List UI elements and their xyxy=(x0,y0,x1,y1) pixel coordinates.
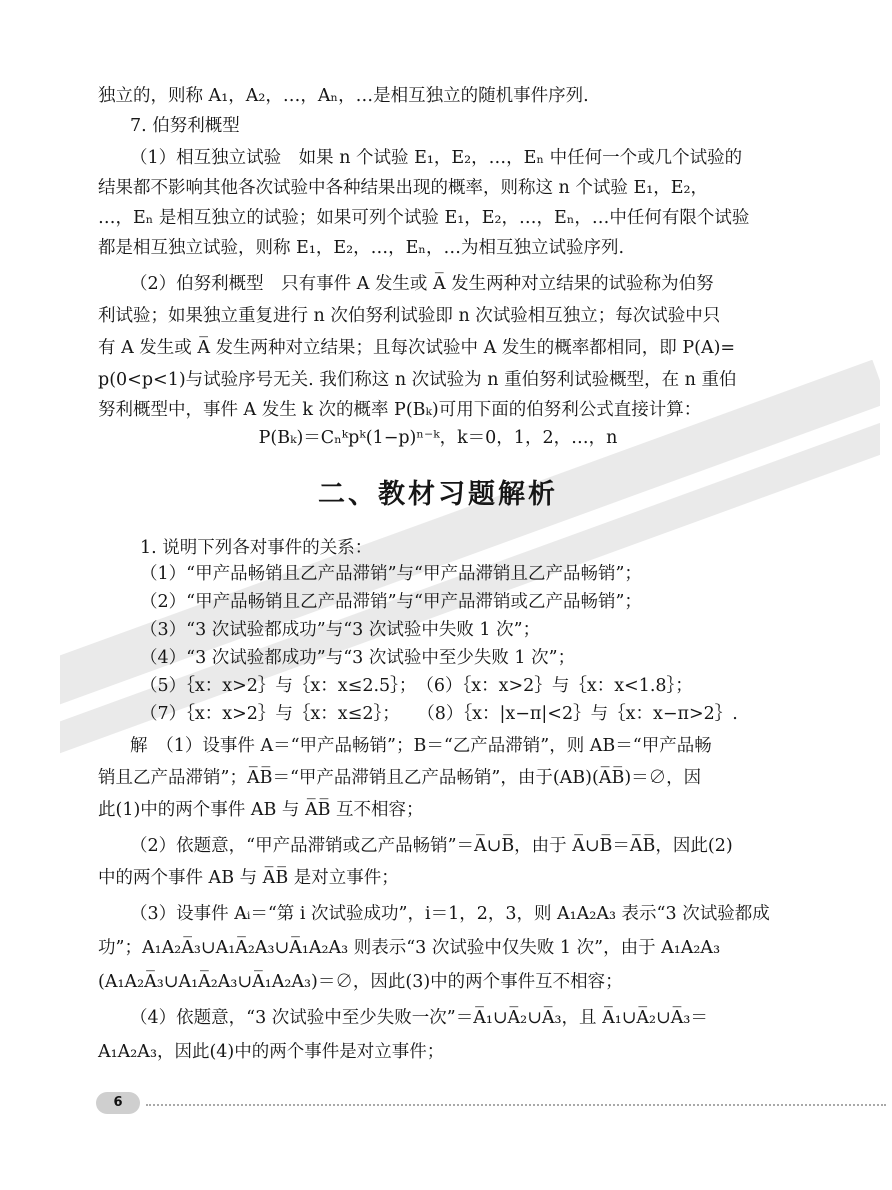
solution-line: （2）依题意，“甲产品滞销或乙产品畅销”＝A̅∪B̅，由于 A̅∪B̅＝A̅B̅，因此(2) xyxy=(130,836,733,856)
solution-line: 解 （1）设事件 A＝“甲产品畅销”；B＝“乙产品滞销”，则 AB＝“甲产品畅 xyxy=(130,736,712,756)
list-item: （5）｛x：x>2｝与｛x：x≤2.5｝； （6）｛x：x>2｝与｛x：x<1.8｝； xyxy=(140,676,693,696)
solution-line: 功”；A₁A₂A̅₃∪A₁A̅₂A₃∪A̅₁A₂A₃ 则表示“3 次试验中仅失败 1 次”，由于 A₁A₂A₃ xyxy=(98,938,721,958)
footer-dotted-rule xyxy=(146,1104,886,1106)
text-line: 有 A 发生或 A̅ 发生两种对立结果；且每次试验中 A 发生的概率都相同，即 P(A)= xyxy=(98,338,736,358)
page-footer xyxy=(96,1092,892,1116)
text-line: 结果都不影响其他各次试验中各种结果出现的概率，则称这 n 个试验 E₁，E₂， xyxy=(98,178,709,198)
list-item: （3）“3 次试验都成功”与“3 次试验中失败 1 次”； xyxy=(140,620,541,640)
list-item: （4）“3 次试验都成功”与“3 次试验中至少失败 1 次”； xyxy=(140,648,576,668)
text-line: 努利概型中，事件 A 发生 k 次的概率 P(Bₖ)可用下面的伯努利公式直接计算： xyxy=(98,400,702,420)
section-heading: 7. 伯努利概型 xyxy=(130,116,240,136)
solution-line: (A₁A₂A̅₃∪A₁A̅₂A₃∪A̅₁A₂A₃)＝∅，因此(3)中的两个事件互不相容； xyxy=(98,972,623,992)
solution-line: 此(1)中的两个事件 AB 与 A̅B̅ 互不相容； xyxy=(98,800,424,820)
text-line: （1）相互独立试验 如果 n 个试验 E₁，E₂，…，Eₙ 中任何一个或几个试验的 xyxy=(130,148,743,168)
text-line: （2）伯努利概型 只有事件 A 发生或 A̅ 发生两种对立结果的试验称为伯努 xyxy=(130,274,714,294)
text-line: …，Eₙ 是相互独立的试验；如果可列个试验 E₁，E₂，…，Eₙ，…中任何有限个试验 xyxy=(98,208,750,228)
list-item: （1）“甲产品畅销且乙产品滞销”与“甲产品滞销且乙产品畅销”； xyxy=(140,564,642,584)
solution-line: 中的两个事件 AB 与 A̅B̅ 是对立事件； xyxy=(98,868,399,888)
exercise-prompt: 1. 说明下列各对事件的关系： xyxy=(140,538,373,558)
solution-line: （4）依题意，“3 次试验中至少失败一次”＝A̅₁∪A̅₂∪A̅₃，且 A̅₁∪A̅₂∪A̅₃＝ xyxy=(130,1008,708,1028)
section-title: 二、教材习题解析 xyxy=(318,479,558,510)
solution-line: （3）设事件 Aᵢ＝“第 i 次试验成功”，i＝1，2，3，则 A₁A₂A₃ 表示“3 次试验都成 xyxy=(130,904,770,924)
list-item: （7）｛x：x>2｝与｛x：x≤2｝； （8）｛x：|x−π|<2｝与｛x：x−π>2｝. xyxy=(140,704,738,724)
page-number: 6 xyxy=(96,1092,140,1114)
text-line: 都是相互独立试验，则称 E₁，E₂，…，Eₙ，…为相互独立试验序列. xyxy=(98,238,625,258)
list-item: （2）“甲产品畅销且乙产品滞销”与“甲产品滞销或乙产品畅销”； xyxy=(140,592,642,612)
text-line: 利试验；如果独立重复进行 n 次伯努利试验即 n 次试验相互独立；每次试验中只 xyxy=(98,306,721,326)
formula: P(Bₖ)＝Cₙᵏpᵏ(1−p)ⁿ⁻ᵏ，k＝0，1，2，…，n xyxy=(258,428,618,448)
solution-line: A₁A₂A₃，因此(4)中的两个事件是对立事件； xyxy=(98,1042,445,1062)
text-line: p(0<p<1)与试验序号无关. 我们称这 n 次试验为 n 重伯努利试验概型，在 n 重伯 xyxy=(98,370,737,390)
text-line: 独立的，则称 A₁，A₂，…，Aₙ，…是相互独立的随机事件序列. xyxy=(98,86,589,106)
solution-line: 销且乙产品滞销”；A̅B̅＝“甲产品滞销且乙产品畅销”，由于(AB)(A̅B̅)＝∅，因 xyxy=(98,768,702,788)
